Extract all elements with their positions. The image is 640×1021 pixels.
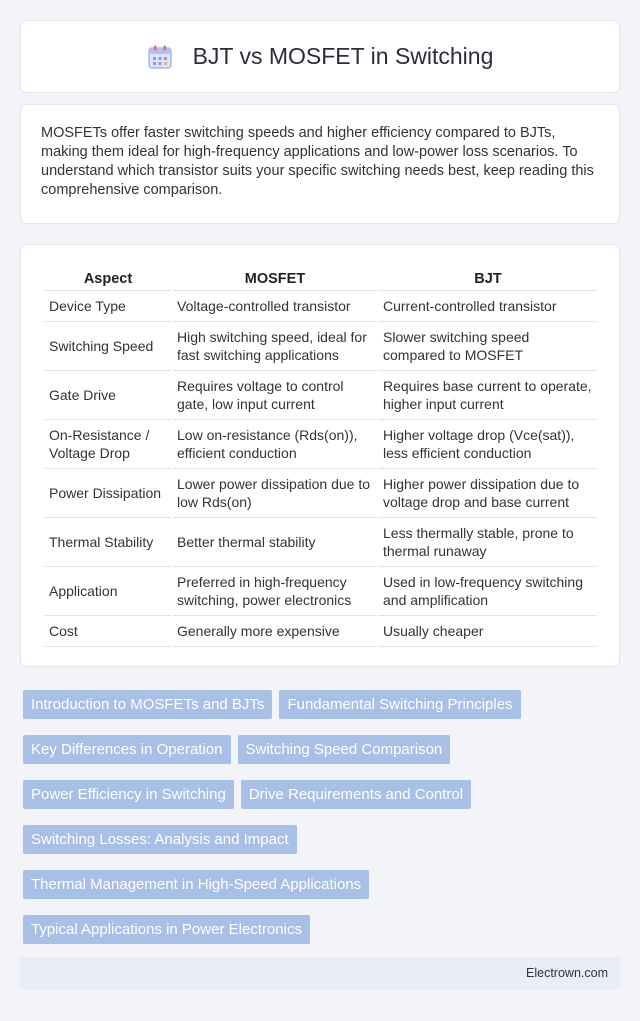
header-bjt: BJT (379, 263, 597, 291)
table-cell: Requires base current to operate, higher input current (379, 371, 597, 420)
topic-link-intro[interactable]: Introduction to MOSFETs and BJTs (23, 690, 272, 719)
topic-link-applications[interactable]: Typical Applications in Power Electronics (23, 915, 310, 944)
related-topics (23, 690, 603, 989)
table-cell: Cost (45, 616, 171, 647)
table-row (45, 371, 597, 420)
table-cell: Higher power dissipation due to voltage drop and base current (379, 469, 597, 518)
table-row (45, 322, 597, 371)
comparison-table-card (20, 244, 620, 667)
table-header-row (45, 263, 597, 291)
table-row (45, 518, 597, 567)
table-row (45, 469, 597, 518)
comparison-table (43, 263, 599, 647)
table-cell: Application (45, 567, 171, 616)
table-row (45, 420, 597, 469)
topic-link-losses[interactable]: Switching Losses: Analysis and Impact (23, 825, 297, 854)
topic-link-efficiency[interactable]: Power Efficiency in Switching (23, 780, 234, 809)
title-card (20, 20, 620, 93)
table-cell: Low on-resistance (Rds(on)), efficient conduction (173, 420, 377, 469)
table-cell: Power Dissipation (45, 469, 171, 518)
table-cell: High switching speed, ideal for fast switching applications (173, 322, 377, 371)
table-cell: Thermal Stability (45, 518, 171, 567)
footer-site-link[interactable]: Electrown.com (526, 966, 608, 980)
page-title: BJT vs MOSFET in Switching (192, 43, 494, 69)
calendar-icon (147, 44, 173, 70)
table-cell: Lower power dissipation due to low Rds(on) (173, 469, 377, 518)
table-cell: Higher voltage drop (Vce(sat)), less efficient conduction (379, 420, 597, 469)
table-row (45, 616, 597, 647)
topic-link-thermal[interactable]: Thermal Management in High-Speed Applications (23, 870, 369, 899)
table-cell: Device Type (45, 291, 171, 322)
topic-link-speed[interactable]: Switching Speed Comparison (238, 735, 451, 764)
intro-card (20, 104, 620, 224)
table-cell: On-Resistance / Voltage Drop (45, 420, 171, 469)
table-cell: Requires voltage to control gate, low input current (173, 371, 377, 420)
table-cell: Better thermal stability (173, 518, 377, 567)
intro-paragraph: MOSFETs offer faster switching speeds and higher efficiency compared to BJTs, making them ideal for high-frequency applications and low-power loss scenarios. To understand which transistor suits your specific switching needs best, keep reading this comprehensive comparison. (41, 125, 594, 198)
table-cell: Slower switching speed compared to MOSFET (379, 322, 597, 371)
table-row (45, 291, 597, 322)
table-cell: Preferred in high-frequency switching, power electronics (173, 567, 377, 616)
table-cell: Usually cheaper (379, 616, 597, 647)
table-cell: Switching Speed (45, 322, 171, 371)
table-row (45, 567, 597, 616)
table-cell: Generally more expensive (173, 616, 377, 647)
header-aspect: Aspect (45, 263, 171, 291)
header-mosfet: MOSFET (173, 263, 377, 291)
table-cell: Used in low-frequency switching and amplification (379, 567, 597, 616)
table-cell: Current-controlled transistor (379, 291, 597, 322)
table-cell: Gate Drive (45, 371, 171, 420)
footer (20, 957, 620, 990)
topic-link-differences[interactable]: Key Differences in Operation (23, 735, 231, 764)
topic-link-drive[interactable]: Drive Requirements and Control (241, 780, 471, 809)
topic-link-principles[interactable]: Fundamental Switching Principles (279, 690, 520, 719)
table-cell: Less thermally stable, prone to thermal runaway (379, 518, 597, 567)
table-cell: Voltage-controlled transistor (173, 291, 377, 322)
